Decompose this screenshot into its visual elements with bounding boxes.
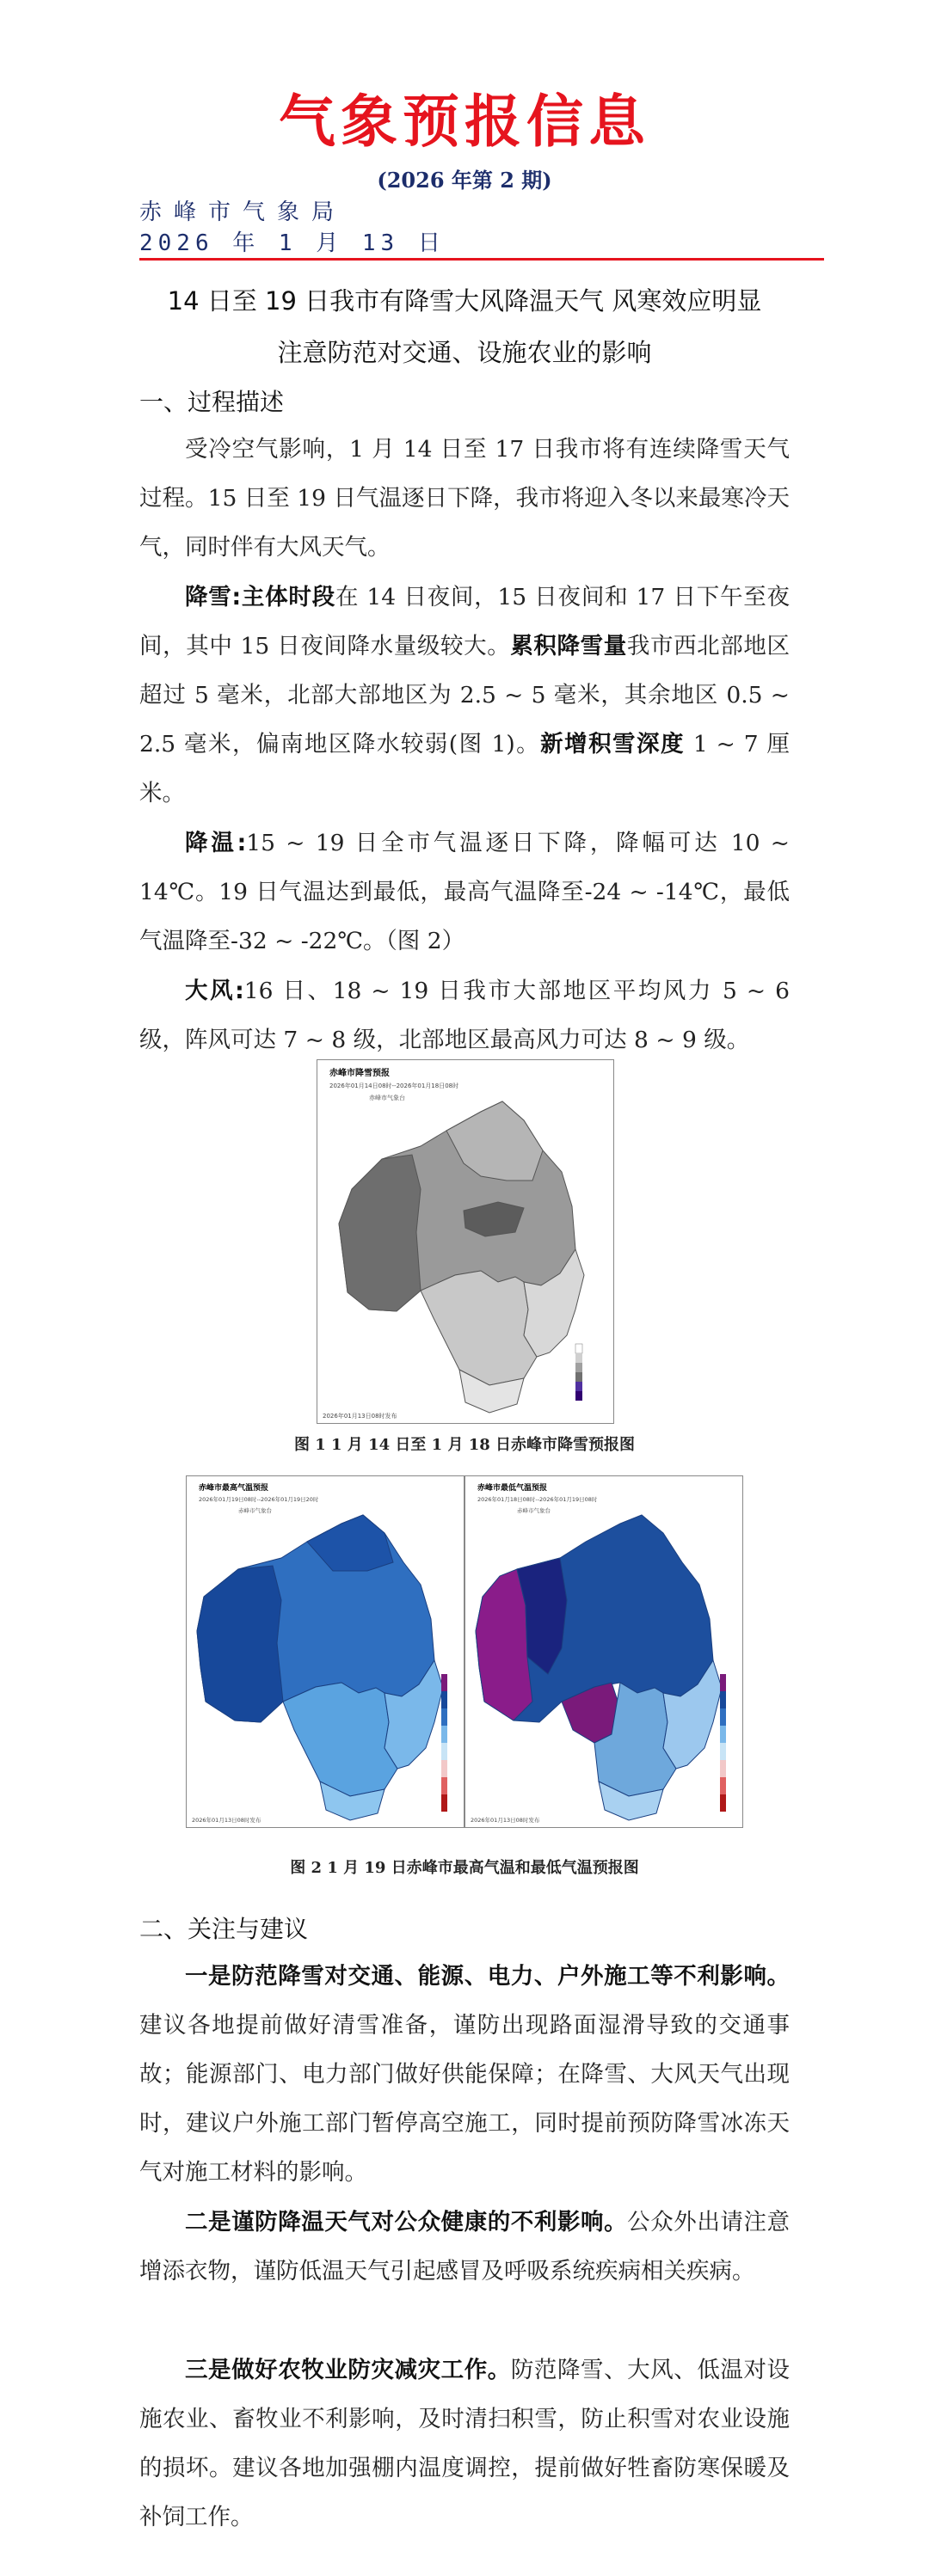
fig2-right-regions <box>476 1515 722 1820</box>
section-1-paragraph-snow <box>139 573 790 818</box>
advice-1-text: 建议各地提前做好清雪准备，谨防出现路面湿滑导致的交通事故；能源部门、电力部门做好供能保障；在降雪、大风天气出现时，建议户外施工部门暂停高空施工，同时提前预防降雪冰冻天气对施工材料的影响。 <box>139 2012 790 2186</box>
fig1-region-shapes <box>339 1101 584 1413</box>
headline-line-1: 14 日至 19 日我市有降雪大风降温天气 风寒效应明显 <box>167 286 762 316</box>
wind-text: 16 日、18 ~ 19 日我市大部地区平均风力 5 ~ 6 级，阵风可达 7 ~ 8 级，北部地区最高风力可达 8 ~ 9 级。 <box>139 978 790 1053</box>
figure-2-caption: 图 2 1 月 19 日赤峰市最高气温和最低气温预报图 <box>290 1859 639 1877</box>
fig2-right-org: 赤峰市气象台 <box>517 1507 551 1514</box>
advice-2-text: 公众外出请注意增添衣物，谨防低温天气引起感冒及呼吸系统疾病相关疾病。 <box>139 2209 791 2285</box>
section-2-title: 二、关注与建议 <box>139 1915 309 1943</box>
snow-bold-accum: 累积降雪量 <box>510 633 627 659</box>
fig1-title: 赤峰市降雪预报 <box>329 1069 390 1078</box>
issue-date: 2026 年 1 月 13 日 <box>139 230 446 256</box>
fig1-legend <box>575 1344 582 1401</box>
snow-bold-period: 主体时段 <box>241 584 335 610</box>
figure-2-max-temp-map <box>186 1475 464 1828</box>
section-1-paragraph-cooling <box>139 819 790 966</box>
section-1-title: 一、过程描述 <box>139 388 285 416</box>
fig2-right-period: 2026年01月18日08时--2026年01月19日08时 <box>477 1496 598 1503</box>
fig2-right-title: 赤峰市最低气温预报 <box>477 1484 548 1493</box>
snow-text-3: 1 ~ 7 厘米。 <box>139 731 791 807</box>
fig2-left-issued: 2026年01月13日08时发布 <box>192 1817 261 1824</box>
fig1-issued: 2026年01月13日08时发布 <box>323 1413 397 1420</box>
issuing-agency: 赤峰市气象局 <box>139 199 347 225</box>
section-1-paragraph-wind <box>139 966 790 1064</box>
figure-2-min-temp-map <box>464 1475 743 1828</box>
fig1-period: 2026年01月14日08时--2026年01月18日08时 <box>329 1083 459 1089</box>
header-divider <box>139 258 824 261</box>
section-1-paragraph-1: 受冷空气影响，1 月 14 日至 17 日我市将有连续降雪天气过程。15 日至 19 日气温逐日下降，我市将迎入冬以来最寒冷天气，同时伴有大风天气。 <box>139 436 790 561</box>
headline-line-2: 注意防范对交通、设施农业的影响 <box>277 338 652 367</box>
advice-1-bold: 一是防范降雪对交通、能源、电力、户外施工等不利影响。 <box>185 1963 790 1990</box>
wind-lead: 大风: <box>185 978 244 1004</box>
section-2-paragraph-1 <box>139 1952 790 2197</box>
fig1-org: 赤峰市气象台 <box>369 1095 405 1101</box>
fig2-right-legend <box>720 1674 726 1812</box>
snow-text-2: 我市西北部地区超过 5 毫米，北部大部地区为 2.5 ~ 5 毫米，其余地区 0.5 ~ 2.5 毫米，偏南地区降水较弱(图 1)。 <box>139 633 791 757</box>
fig2-right-issued: 2026年01月13日08时发布 <box>471 1817 540 1824</box>
snow-lead: 降雪: <box>185 584 242 610</box>
snow-bold-depth: 新增积雪深度 <box>540 731 685 757</box>
section-2-paragraph-2 <box>139 2198 790 2296</box>
masthead-title: 气象预报信息 <box>279 89 650 155</box>
snow-text-1: 在 14 日夜间，15 日夜间和 17 日下午至夜间，其中 15 日夜间降水量级较大。 <box>139 584 791 659</box>
advice-3-text: 防范降雪、大风、低温对设施农业、畜牧业不利影响，及时清扫积雪，防止积雪对农业设施的损坏。建议各地加强棚内温度调控，提前做好牲畜防寒保暖及补饲工作。 <box>139 2357 791 2530</box>
fig2-left-period: 2026年01月19日08时--2026年01月19日20时 <box>199 1496 319 1503</box>
fig2-left-org: 赤峰市气象台 <box>238 1507 272 1514</box>
figure-1-caption: 图 1 1 月 14 日至 1 月 18 日赤峰市降雪预报图 <box>293 1436 636 1454</box>
advice-2-bold: 二是谨防降温天气对公众健康的不利影响。 <box>185 2209 628 2236</box>
section-2-paragraph-3 <box>139 2346 790 2542</box>
figure-1-snow-map <box>317 1059 614 1424</box>
cooling-lead: 降温: <box>185 830 247 856</box>
cooling-text: 15 ~ 19 日全市气温逐日下降，降幅可达 10 ~ 14℃。19 日气温达到最低，最高气温降至-24 ~ -14℃，最低气温降至-32 ~ -22℃。（图 2） <box>139 830 791 954</box>
issue-number: (2026 年第 2 期) <box>377 168 552 193</box>
fig2-left-legend <box>441 1674 447 1812</box>
fig2-left-regions <box>197 1515 443 1820</box>
fig2-left-title: 赤峰市最高气温预报 <box>199 1484 269 1493</box>
advice-3-bold: 三是做好农牧业防灾减灾工作。 <box>185 2357 511 2383</box>
